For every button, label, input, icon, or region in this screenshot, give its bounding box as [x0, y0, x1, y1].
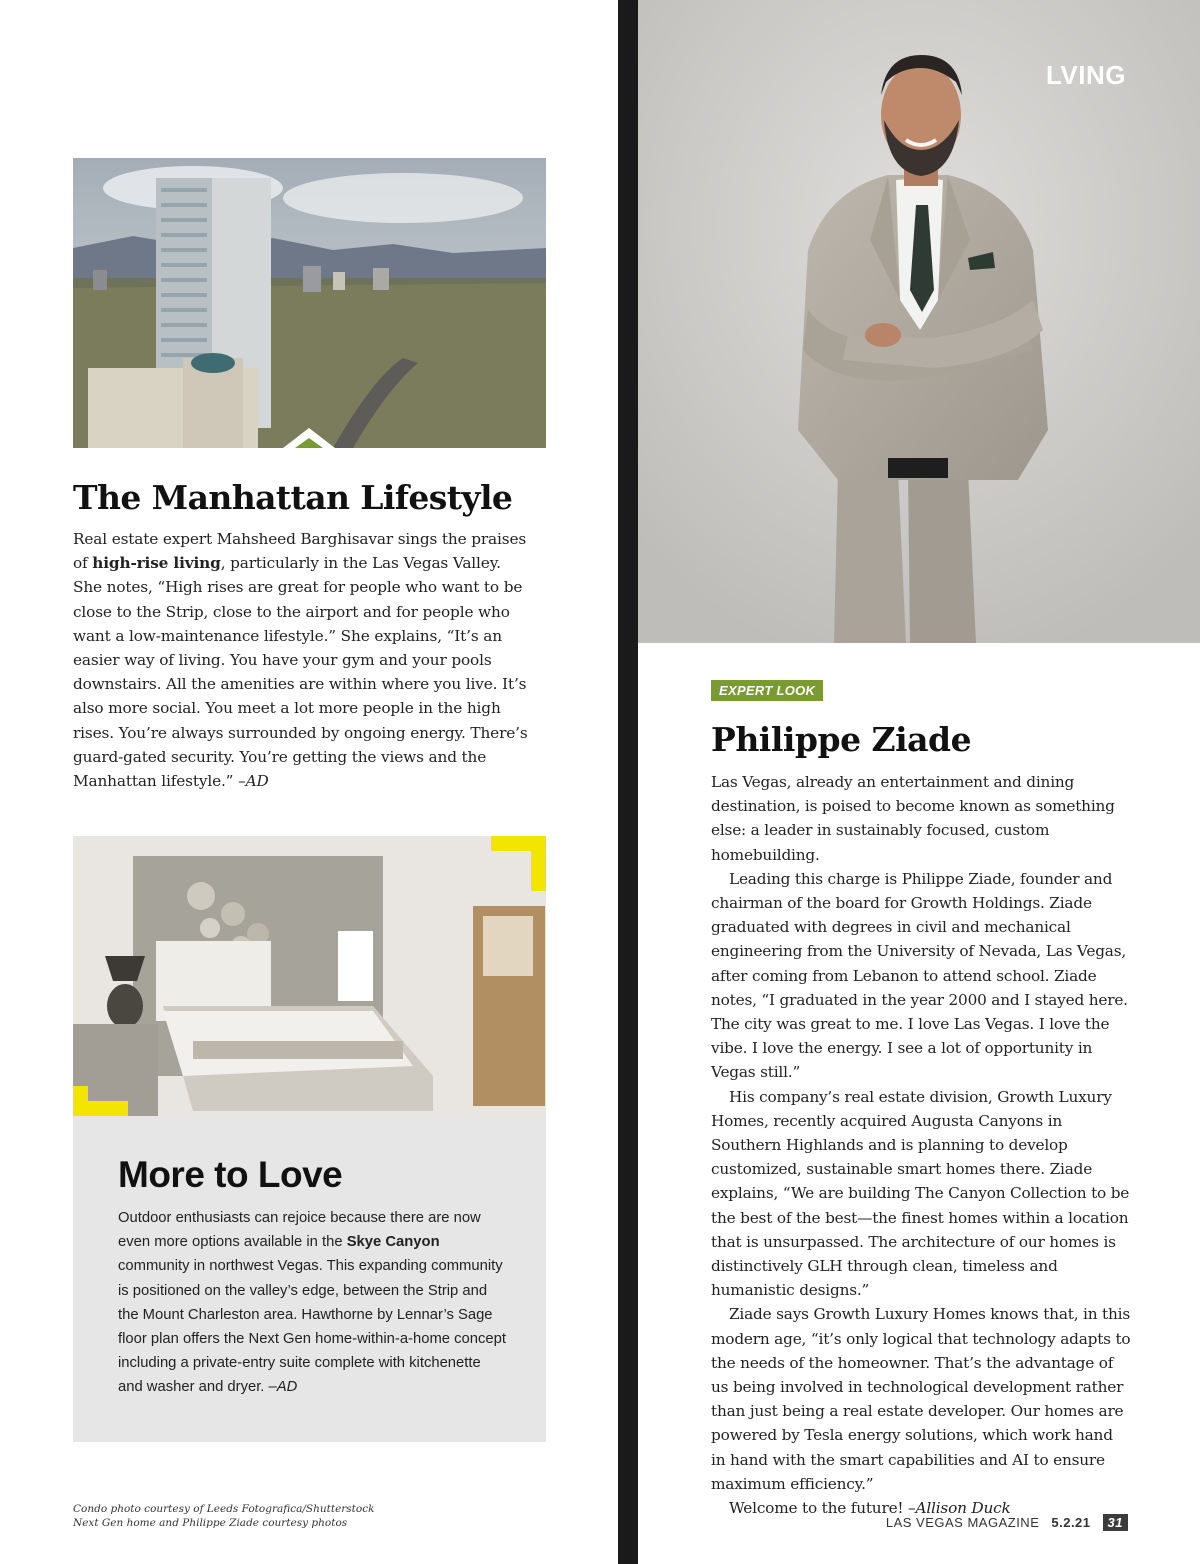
love-text-a: Outdoor enthusiasts can rejoice because there are now even more options available in the: [118, 1210, 481, 1251]
section-tag: LVING: [1045, 60, 1126, 90]
manhattan-signature: –AD: [238, 772, 269, 791]
column-divider: [618, 0, 638, 1564]
manhattan-text-a: Real estate expert Mahsheed Barghisavar sings the praises of: [73, 530, 527, 573]
magazine-name: LAS VEGAS MAGAZINE: [885, 1515, 1040, 1530]
manhattan-title: The Manhattan Lifestyle: [73, 478, 513, 517]
condo-photo: [73, 158, 546, 448]
bedroom-photo: [73, 836, 546, 1116]
credit-line-1: Condo photo courtesy of Leeds Fotografica/Shutterstock: [73, 1503, 375, 1515]
photo-credits: [73, 1502, 374, 1530]
ziade-paragraph-1: Las Vegas, already an entertainment and dining destination, is poised to become known as something else: a leader in sustainably focused, custom homebuilding.: [711, 773, 1115, 864]
ziade-paragraph-2: Leading this charge is Philippe Ziade, founder and chairman of the board for Growth Holdings. Ziade graduated with degrees in civil and mechanical engineering from the University of Nevada, Las Vegas, after coming from Lebanon to attend school. Ziade notes, “I graduated in the year 2000 and I stayed here. The city was great to me. I love Las Vegas. I love the vibe. I love the energy. I see a lot of opportunity in Vegas still.”: [711, 869, 1128, 1082]
ziade-closing: Welcome to the future!: [729, 1499, 909, 1518]
condo-skyline-illustration: [73, 158, 546, 448]
love-signature: –AD: [268, 1379, 298, 1396]
page-footer: [886, 1514, 1128, 1531]
ziade-title: Philippe Ziade: [711, 720, 972, 759]
portrait-photo: [638, 0, 1200, 643]
manhattan-highlight: high-rise living: [92, 554, 221, 573]
more-to-love-title: More to Love: [118, 1154, 343, 1195]
expert-look-badge: EXPERT LOOK: [711, 680, 823, 701]
ziade-signature: –Allison Duck: [908, 1499, 1011, 1518]
bedroom-illustration: [73, 836, 546, 1116]
issue-date: 5.2.21: [1051, 1515, 1091, 1530]
ziade-body: [711, 770, 1131, 1520]
more-to-love-box: [73, 1116, 546, 1442]
manhattan-body: [73, 527, 533, 793]
ziade-paragraph-3: His company’s real estate division, Growth Luxury Homes, recently acquired Augusta Canyons in Southern Highlands and is planning to develop customized, sustainable smart homes there. Ziade explains, “We are building The Canyon Collection to be the best of the best—the finest homes within a location that is unsurpassed. The architecture of our homes is distinctively GLH through clean, timeless and humanistic designs.”: [711, 1087, 1130, 1300]
ziade-paragraph-4: Ziade says Growth Luxury Homes knows that, in this modern age, “it’s only logical that technology adapts to the needs of the homeowner. That’s the advantage of us being involved in technological development rather than just being a real estate developer. Our homes are powered by Tesla energy solutions, which work hand in hand with the smart capabilities and AI to ensure maximum efficiency.”: [711, 1305, 1131, 1493]
love-text-b: community in northwest Vegas. This expanding community is positioned on the valley’s edge, between the Strip and the Mount Charleston area. Hawthorne by Lennar’s Sage floor plan offers the Next Gen home-within-a-home concept including a private-entry suite complete with kitchenette and washer and dryer.: [118, 1258, 506, 1396]
page-number: 31: [1103, 1514, 1128, 1531]
manhattan-text-b: , particularly in the Las Vegas Valley. She notes, “High rises are great for people who want to be close to the Strip, close to the airport and for people who want a low-maintenance lifestyle.” She explains, “It’s an easier way of living. You have your gym and your pools downstairs. All the amenities are within where you live. It’s also more social. You meet a lot more people in the high rises. You’re always surrounded by ongoing energy. There’s guard-gated security. You’re getting the views and the Manhattan lifestyle.”: [73, 554, 528, 791]
love-highlight: Skye Canyon: [346, 1234, 440, 1251]
portrait-illustration: [638, 0, 1200, 643]
credit-line-2: Next Gen home and Philippe Ziade courtesy photos: [73, 1517, 348, 1529]
more-to-love-body: [118, 1206, 508, 1400]
